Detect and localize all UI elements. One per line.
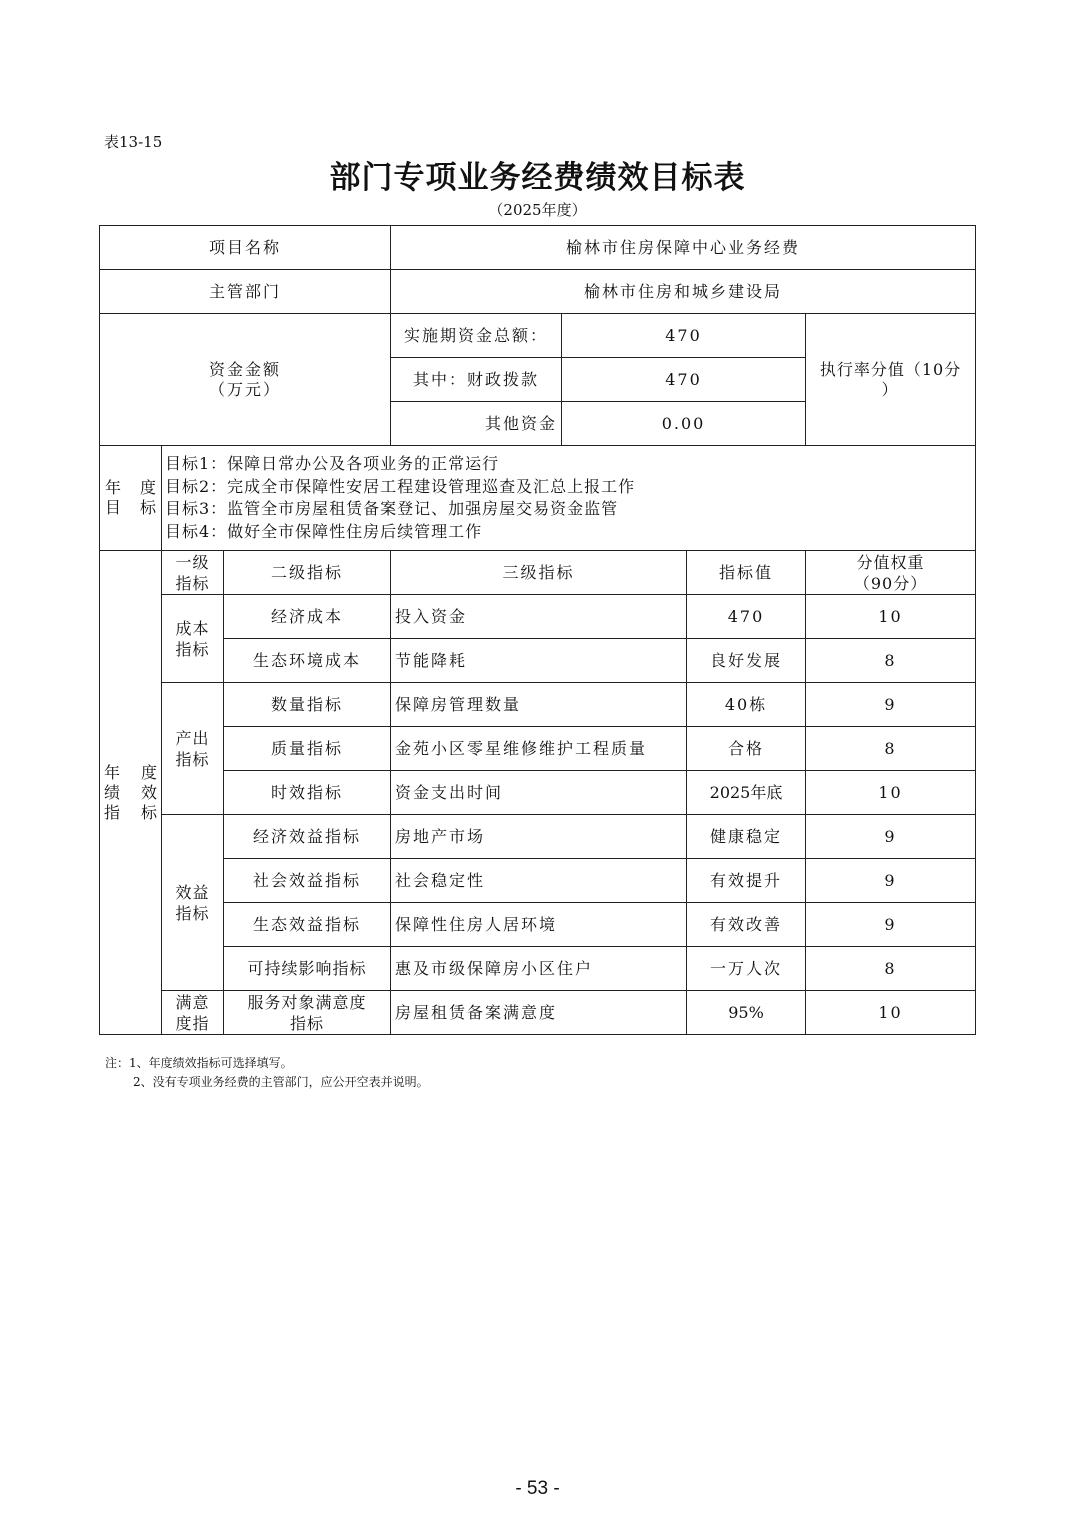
header-weight xyxy=(806,551,976,595)
page-subtitle: （2025年度） xyxy=(488,201,587,219)
page-title: 部门专项业务经费绩效目标表 xyxy=(329,160,746,196)
row-weight: 8 xyxy=(806,947,976,991)
row-level3: 惠及市级保障房小区住户 xyxy=(391,947,687,991)
exec-rate-line1: 执行率分值（10分 xyxy=(819,359,962,379)
row-weight: 8 xyxy=(806,727,976,771)
funds-other-value: 0.00 xyxy=(562,402,806,446)
row-value: 95% xyxy=(687,991,806,1035)
row-level2: 时效指标 xyxy=(224,771,391,815)
annual-goals-row xyxy=(100,446,976,551)
row-weight: 10 xyxy=(806,991,976,1035)
row-level2: 社会效益指标 xyxy=(224,859,391,903)
row-weight: 9 xyxy=(806,859,976,903)
group-label-cost xyxy=(162,595,224,683)
row-level3: 金苑小区零星维修维护工程质量 xyxy=(391,727,687,771)
exec-rate-line2: ） xyxy=(881,379,900,399)
row-level2: 质量指标 xyxy=(224,727,391,771)
table-number: 表13-15 xyxy=(104,133,163,151)
table-row xyxy=(100,991,976,1035)
table-row xyxy=(100,903,976,947)
row-level2: 可持续影响指标 xyxy=(224,947,391,991)
row-level3: 节能降耗 xyxy=(391,639,687,683)
row-level2: 生态环境成本 xyxy=(224,639,391,683)
group-label-line: 指标 xyxy=(175,749,210,769)
header-weight-a: 分值权重 xyxy=(856,552,925,572)
row-weight: 9 xyxy=(806,683,976,727)
project-name-label: 项目名称 xyxy=(100,226,391,270)
dept-value: 榆林市住房和城乡建设局 xyxy=(391,270,976,314)
indicators-label-char: 标 xyxy=(140,802,157,822)
row-level3: 房地产市场 xyxy=(391,815,687,859)
funds-other-label: 其他资金 xyxy=(391,402,562,446)
table-row xyxy=(100,815,976,859)
group-label-line: 指标 xyxy=(175,639,210,659)
table-row xyxy=(100,947,976,991)
group-label-line: 满意 xyxy=(175,992,210,1012)
performance-table xyxy=(99,225,976,1035)
indicator-header-row xyxy=(100,551,976,595)
header-level2: 二级指标 xyxy=(224,551,391,595)
goal-item: 目标3：监管全市房屋租赁备案登记、加强房屋交易资金监管 xyxy=(165,499,619,518)
group-label-benefit xyxy=(162,815,224,991)
note-2: 2、没有专项业务经费的主管部门，应公开空表并说明。 xyxy=(133,1075,429,1089)
row-value: 合格 xyxy=(687,727,806,771)
table-row xyxy=(100,595,976,639)
row-level2-line: 服务对象满意度 xyxy=(247,992,367,1012)
dept-label: 主管部门 xyxy=(100,270,391,314)
row-value: 一万人次 xyxy=(687,947,806,991)
funds-total-label: 实施期资金总额： xyxy=(391,314,562,358)
exec-rate-cell xyxy=(806,314,976,446)
project-name-value: 榆林市住房保障中心业务经费 xyxy=(391,226,976,270)
header-level1-b: 指标 xyxy=(175,573,210,593)
goal-item: 目标4：做好全市保障性住房后续管理工作 xyxy=(165,521,483,541)
annual-goals-label-char: 标 xyxy=(139,498,156,517)
group-label-line: 度指 xyxy=(175,1013,210,1033)
row-level2: 经济效益指标 xyxy=(224,815,391,859)
dept-row xyxy=(100,270,976,314)
indicators-label-char: 指 xyxy=(104,802,121,822)
row-weight: 8 xyxy=(806,639,976,683)
row-weight: 9 xyxy=(806,815,976,859)
group-label-line: 产出 xyxy=(175,728,210,748)
funds-label-line2: （万元） xyxy=(209,379,282,399)
indicators-label-char: 年 xyxy=(104,762,121,782)
row-value: 有效提升 xyxy=(687,859,806,903)
row-level3: 投入资金 xyxy=(391,595,687,639)
table-row xyxy=(100,727,976,771)
funds-fiscal-label: 其中：财政拨款 xyxy=(391,358,562,402)
row-level3: 房屋租赁备案满意度 xyxy=(391,991,687,1035)
group-label-output xyxy=(162,683,224,815)
group-label-line: 效益 xyxy=(175,882,210,902)
row-value: 40栋 xyxy=(687,683,806,727)
annual-goals-label-char: 度 xyxy=(139,478,156,497)
annual-goals-label-line1 xyxy=(102,478,159,498)
table-row xyxy=(100,771,976,815)
table-row xyxy=(100,859,976,903)
goal-item: 目标2：完成全市保障性安居工程建设管理巡查及汇总上报工作 xyxy=(165,476,636,496)
group-label-line: 成本 xyxy=(175,618,210,638)
page-number: - 53 - xyxy=(515,1478,560,1499)
goal-item: 目标1：保障日常办公及各项业务的正常运行 xyxy=(165,454,500,473)
header-level1 xyxy=(162,551,224,595)
row-level3: 保障房管理数量 xyxy=(391,683,687,727)
row-weight: 9 xyxy=(806,903,976,947)
row-level2-line: 指标 xyxy=(290,1013,325,1033)
annual-goals-label-char: 年 xyxy=(105,478,122,497)
notes xyxy=(105,1054,429,1092)
indicators-section-label xyxy=(100,551,162,1035)
header-level1-a: 一级 xyxy=(175,552,210,572)
row-level2: 生态效益指标 xyxy=(224,903,391,947)
row-level2 xyxy=(224,991,391,1035)
row-level2: 数量指标 xyxy=(224,683,391,727)
row-level3: 社会稳定性 xyxy=(391,859,687,903)
table-row xyxy=(100,639,976,683)
funds-label-line1: 资金金额 xyxy=(209,359,282,379)
row-weight: 10 xyxy=(806,771,976,815)
header-weight-b: （90分） xyxy=(853,573,928,593)
funds-total-value: 470 xyxy=(562,314,806,358)
row-level2: 经济成本 xyxy=(224,595,391,639)
group-label-satisfaction xyxy=(162,991,224,1035)
annual-goals-label-char: 目 xyxy=(105,498,122,517)
funds-row-total xyxy=(100,314,976,358)
table-row xyxy=(100,683,976,727)
header-value: 指标值 xyxy=(687,551,806,595)
indicators-label-char: 绩 xyxy=(104,782,121,802)
funds-label xyxy=(100,314,391,446)
indicators-section-label-grid xyxy=(102,763,159,823)
annual-goals-label xyxy=(100,446,162,551)
group-label-line: 指标 xyxy=(175,903,210,923)
annual-goals-list xyxy=(162,446,976,551)
row-value: 470 xyxy=(687,595,806,639)
row-value: 2025年底 xyxy=(687,771,806,815)
row-value: 良好发展 xyxy=(687,639,806,683)
row-level3: 保障性住房人居环境 xyxy=(391,903,687,947)
row-value: 有效改善 xyxy=(687,903,806,947)
row-level3: 资金支出时间 xyxy=(391,771,687,815)
annual-goals-label-line2 xyxy=(102,498,159,518)
indicators-label-char: 度 xyxy=(140,762,157,782)
project-name-row xyxy=(100,226,976,270)
row-weight: 10 xyxy=(806,595,976,639)
indicators-label-char: 效 xyxy=(140,782,157,802)
header-level3: 三级指标 xyxy=(391,551,687,595)
note-1: 注：1、年度绩效指标可选择填写。 xyxy=(105,1056,293,1070)
row-value: 健康稳定 xyxy=(687,815,806,859)
funds-fiscal-value: 470 xyxy=(562,358,806,402)
